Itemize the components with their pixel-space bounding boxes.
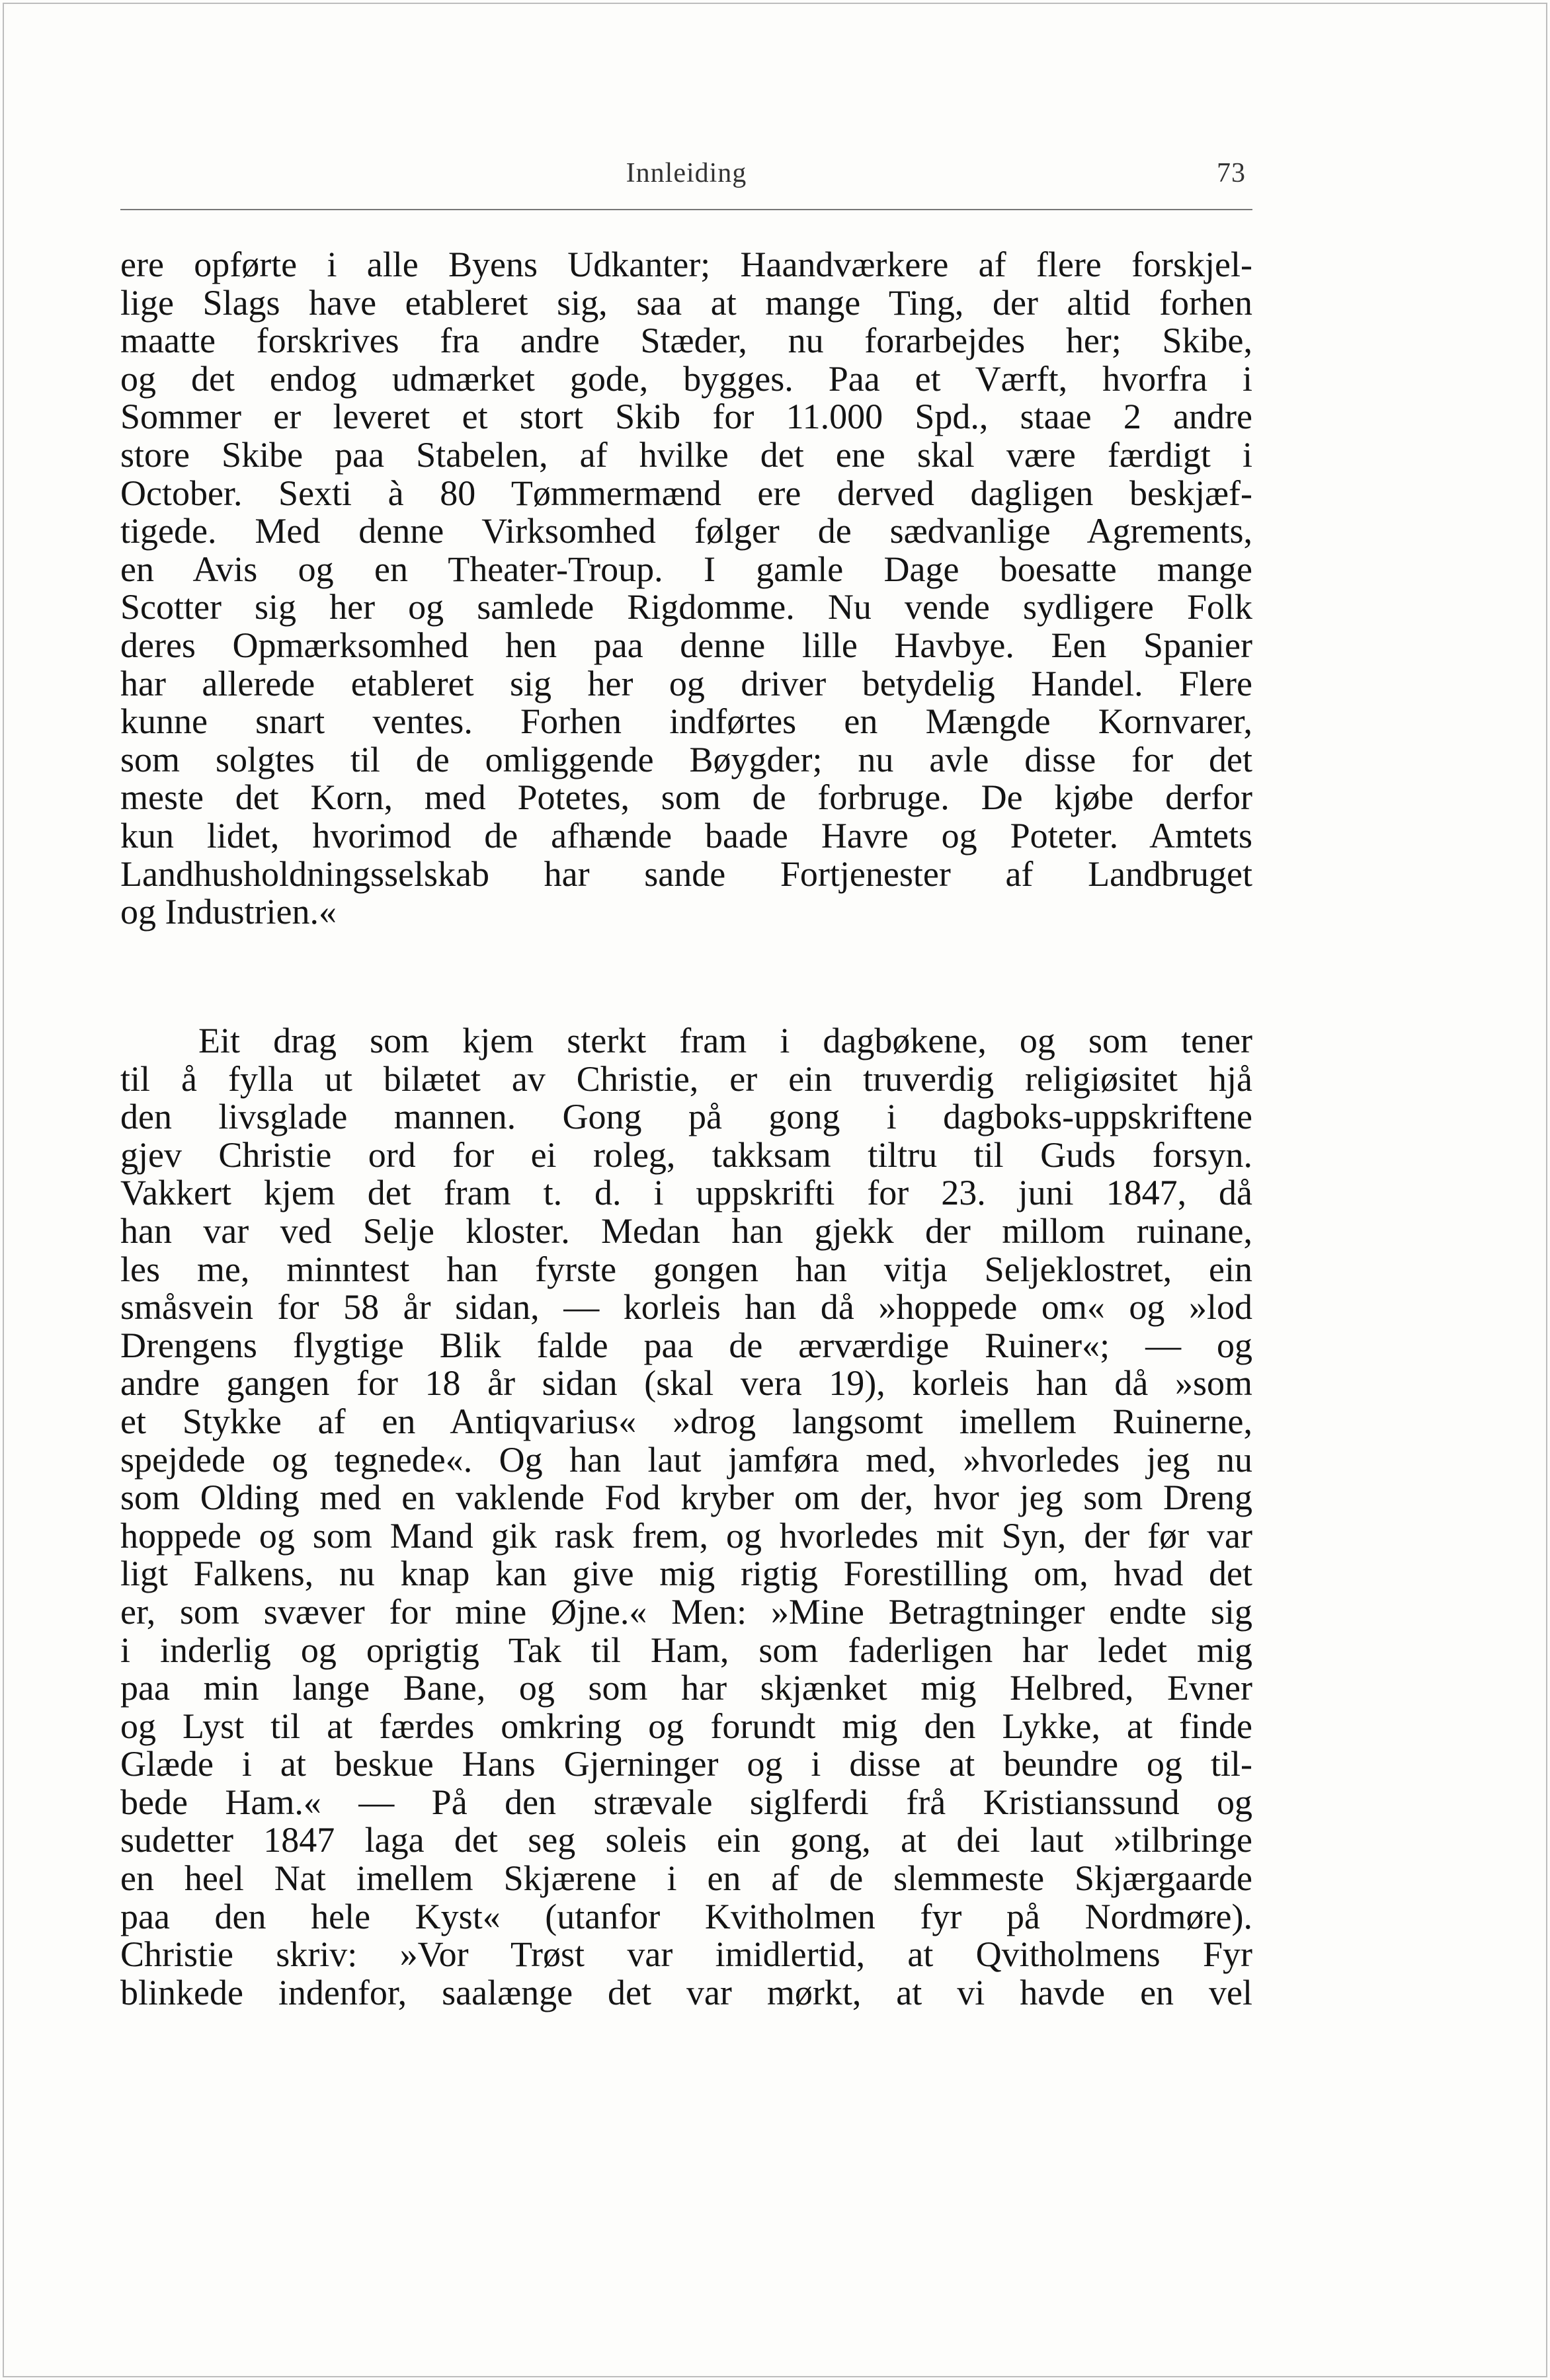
text-line: har allerede etableret sig her og driver betydelig Handel. Flere — [120, 663, 1252, 703]
text-line: Sommer er leveret et stort Skib for 11.000 Spd., staae 2 andre — [120, 397, 1252, 437]
text-line-indented: Eit drag som kjem sterkt fram i dagbøkene, og som tener — [198, 1021, 1252, 1060]
text-line: som solgtes til de omliggende Bøygder; nu avle disse for det — [120, 739, 1252, 779]
text-line: paa den hele Kyst« (utanfor Kvitholmen fyr på Nordmøre). — [120, 1896, 1252, 1936]
text-line: tigede. Med denne Virksomhed følger de sædvanlige Agrements, — [120, 511, 1252, 551]
text-line: småsvein for 58 år sidan, — korleis han då »hoppede om« og »lod — [120, 1287, 1252, 1328]
text-line: kun lidet, hvorimod de afhænde baade Havre og Poteter. Amtets — [120, 815, 1252, 855]
text-line: andre gangen for 18 år sidan (skal vera 19), korleis han då »som — [120, 1363, 1252, 1404]
text-line: og det endog udmærket gode, bygges. Paa et Værft, hvorfra i — [120, 358, 1252, 399]
text-line: en heel Nat imellem Skjærene i en af de slemmeste Skjærgaarde — [120, 1858, 1252, 1899]
text-line: sudetter 1847 laga det seg soleis ein gong, at dei laut »tilbringe — [120, 1820, 1252, 1860]
text-line: ligt Falkens, nu knap kan give mig rigtig Forestilling om, hvad det — [120, 1554, 1252, 1594]
text-line: ere opførte i alle Byens Udkanter; Haandværkere af flere forskjel- — [120, 245, 1252, 284]
text-line: October. Sexti à 80 Tømmermænd ere derved dagligen beskjæf- — [120, 473, 1252, 513]
text-line: til å fylla ut bilætet av Christie, er ein truverdig religiøsitet hjå — [120, 1058, 1252, 1099]
text-line: en Avis og en Theater-Troup. I gamle Dage boesatte mange — [120, 549, 1252, 589]
text-line: Drengens flygtige Blik falde paa de ærværdige Ruiner«; — og — [120, 1325, 1252, 1365]
text-line: hoppede og som Mand gik rask frem, og hvorledes mit Syn, der før var — [120, 1515, 1252, 1556]
header-rule — [120, 209, 1252, 210]
text-line: Glæde i at beskue Hans Gjerninger og i disse at beundre og til- — [120, 1744, 1252, 1784]
text-line: Scotter sig her og samlede Rigdomme. Nu vende sydligere Folk — [120, 587, 1252, 627]
paragraph-religiosity — [120, 1022, 1252, 2012]
page-number: 73 — [1217, 158, 1246, 188]
text-line: han var ved Selje kloster. Medan han gjekk der millom ruinane, — [120, 1210, 1252, 1251]
paragraph — [120, 1022, 1252, 2012]
text-line: lige Slags have etableret sig, saa at mange Ting, der altid forhen — [120, 282, 1252, 323]
text-line: gjev Christie ord for ei roleg, takksam tiltru til Guds forsyn. — [120, 1134, 1252, 1175]
text-line: meste det Korn, med Potetes, som de forbruge. De kjøbe derfor — [120, 777, 1252, 818]
text-line: Landhusholdningsselskab har sande Fortjenester af Landbruget — [120, 853, 1252, 894]
text-line: blinkede indenfor, saalænge det var mørkt, at vi havde en vel — [120, 1972, 1252, 2012]
text-line: et Stykke af en Antiqvarius« »drog langsomt imellem Ruinerne, — [120, 1401, 1252, 1441]
text-line: som Olding med en vaklende Fod kryber om der, hvor jeg som Dreng — [120, 1478, 1252, 1518]
running-title: Innleiding — [626, 158, 747, 188]
paragraph — [120, 246, 1252, 932]
text-line: les me, minntest han fyrste gongen han vitja Seljeklostret, ein — [120, 1249, 1252, 1289]
text-line: kunne snart ventes. Forhen indførtes en Mængde Kornvarer, — [120, 701, 1252, 742]
text-line: deres Opmærksomhed hen paa denne lille Havbye. Een Spanier — [120, 625, 1252, 665]
text-line: Vakkert kjem det fram t. d. i uppskrifti for 23. juni 1847, då — [120, 1173, 1252, 1213]
text-line: spejdede og tegnede«. Og han laut jamføra med, »hvorledes jeg nu — [120, 1439, 1252, 1480]
text-line: og Industrien.« — [120, 892, 337, 932]
text-line: i inderlig og oprigtig Tak til Ham, som faderligen har ledet mig — [120, 1630, 1252, 1670]
text-line: store Skibe paa Stabelen, af hvilke det ene skal være færdigt i — [120, 434, 1252, 475]
text-line: maatte forskrives fra andre Stæder, nu forarbejdes her; Skibe, — [120, 321, 1252, 361]
paragraph-continued — [120, 246, 1252, 932]
text-line: den livsglade mannen. Gong på gong i dagboks-uppskriftene — [120, 1097, 1252, 1137]
text-line: Christie skriv: »Vor Trøst var imidlertid, at Qvitholmens Fyr — [120, 1934, 1252, 1975]
text-line: og Lyst til at færdes omkring og forundt mig den Lykke, at finde — [120, 1706, 1252, 1746]
text-line: paa min lange Bane, og som har skjænket mig Helbred, Evner — [120, 1668, 1252, 1708]
text-line: bede Ham.« — På den strævale siglferdi frå Kristianssund og — [120, 1782, 1252, 1822]
text-line: er, som svæver for mine Øjne.« Men: »Mine Betragtninger endte sig — [120, 1591, 1252, 1632]
